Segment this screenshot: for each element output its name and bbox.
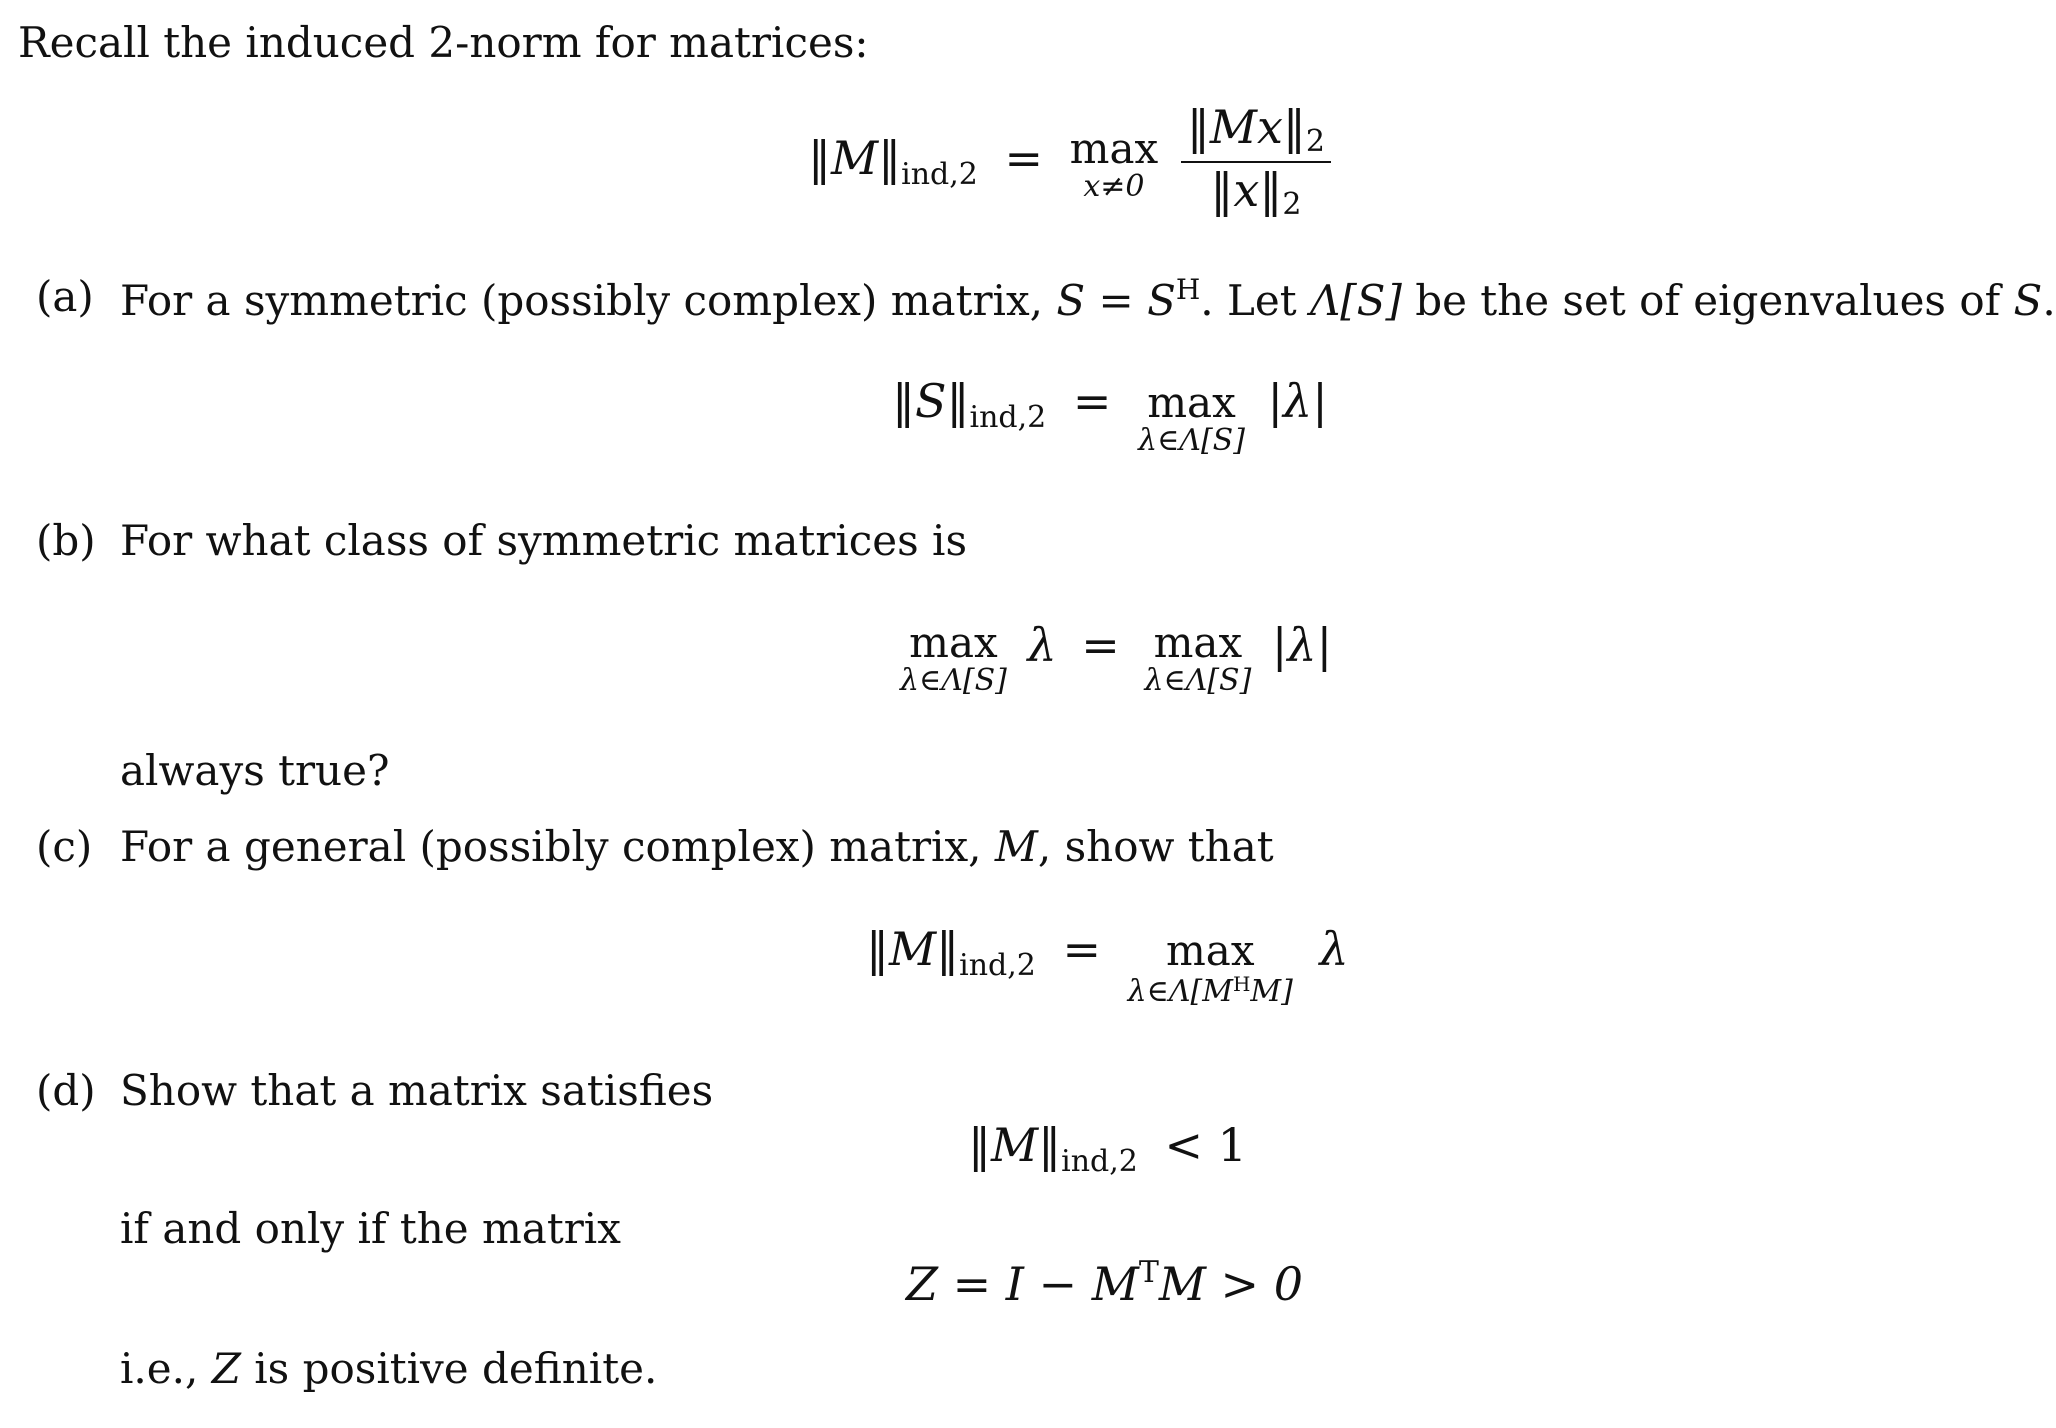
- b-max1-operator: [900, 618, 1007, 698]
- part-a-eq: =: [1098, 276, 1134, 325]
- def-lhs-sub: ind,2: [901, 156, 978, 192]
- b-eq-sign: =: [1081, 618, 1120, 672]
- b-term2: |λ|: [1271, 618, 1333, 672]
- c-eq-sign: =: [1062, 922, 1102, 976]
- b-term1: λ: [1027, 618, 1057, 672]
- part-c-text-1: For a general (possibly complex) matrix,: [120, 822, 982, 871]
- part-d-label: (d): [36, 1066, 96, 1115]
- c-max-under-1: λ∈Λ[M: [1127, 974, 1233, 1009]
- def-numerator-sub: 2: [1305, 124, 1325, 159]
- c-eq-lhs-sub: ind,2: [959, 948, 1036, 983]
- part-a-text-3: be the set of eigenvalues of: [1415, 276, 2001, 325]
- c-max-under-sup: H: [1232, 972, 1251, 996]
- part-a-text: [120, 273, 2056, 325]
- a-eq-sign: =: [1072, 374, 1112, 428]
- part-a-S-end: S: [2013, 276, 2043, 325]
- d-z-eq-2: M > 0: [1158, 1257, 1303, 1311]
- c-max: max: [1165, 926, 1255, 975]
- a-max: max: [1147, 378, 1236, 427]
- part-a-equation: [892, 374, 1328, 458]
- part-a-SH-base: S: [1147, 276, 1176, 325]
- part-b-label: (b): [36, 516, 96, 565]
- b-max2-under: λ∈Λ[S]: [1144, 663, 1252, 698]
- part-a-label: (a): [36, 272, 94, 321]
- part-a-S: S: [1056, 276, 1086, 325]
- part-a-lambda-set: Λ[S]: [1309, 276, 1402, 325]
- a-eq-lhs: ‖S‖: [892, 374, 970, 428]
- b-max1: max: [909, 618, 998, 667]
- def-max-operator: [1069, 124, 1159, 204]
- part-b-tail: always true?: [120, 746, 390, 795]
- part-a-SH-sup: H: [1175, 273, 1201, 306]
- definition-equation: [808, 100, 1331, 222]
- def-eq-sign: =: [1004, 130, 1044, 185]
- part-a-text-2: . Let: [1200, 276, 1297, 325]
- def-denominator: ‖x‖: [1210, 163, 1283, 217]
- a-eq-rhs: |λ|: [1267, 374, 1328, 428]
- d-z-eq-1: Z = I − M: [906, 1257, 1139, 1311]
- d-end-1: i.e.,: [120, 1344, 199, 1393]
- c-max-under: [1128, 974, 1293, 1007]
- a-max-operator: [1138, 378, 1245, 458]
- b-max2: max: [1153, 618, 1243, 667]
- part-d-text: Show that a matrix satisfies: [120, 1066, 714, 1115]
- part-b-text: For what class of symmetric matrices is: [120, 516, 968, 565]
- a-eq-lhs-sub: ind,2: [969, 400, 1047, 435]
- def-numerator: ‖Mx‖: [1186, 100, 1306, 154]
- part-d-mid: if and only if the matrix: [120, 1204, 621, 1253]
- part-d-inequality: [968, 1118, 1247, 1179]
- def-max-under: x≠0: [1083, 169, 1145, 204]
- d-end-2: is positive definite.: [254, 1344, 658, 1393]
- part-d-z-equation: [906, 1255, 1303, 1311]
- d-z-sup: T: [1138, 1255, 1159, 1290]
- def-max: max: [1069, 124, 1159, 173]
- def-lhs: ‖M‖: [808, 130, 902, 185]
- intro-text: Recall the induced 2-norm for matrices:: [18, 18, 869, 67]
- b-max1-under: λ∈Λ[S]: [900, 663, 1007, 698]
- part-c-label: (c): [36, 822, 93, 871]
- part-c-M: M: [994, 822, 1038, 871]
- c-max-under-2: M]: [1250, 974, 1293, 1009]
- part-b-equation: [900, 618, 1333, 698]
- d-ineq-lhs: ‖M‖: [968, 1118, 1062, 1172]
- d-end-Z: Z: [211, 1344, 241, 1393]
- part-a-text-1: For a symmetric (possibly complex) matrix,: [120, 276, 1044, 325]
- c-eq-lhs: ‖M‖: [866, 922, 960, 976]
- def-denominator-sub: 2: [1282, 187, 1302, 222]
- part-c-text: [120, 822, 1274, 871]
- c-max-operator: [1127, 926, 1293, 1009]
- a-max-under: λ∈Λ[S]: [1138, 423, 1245, 458]
- b-max2-operator: [1144, 618, 1252, 698]
- part-c-equation: [866, 922, 1349, 1009]
- part-c-text-2: , show that: [1037, 822, 1274, 871]
- part-d-end: [120, 1344, 658, 1393]
- d-ineq-rhs: < 1: [1164, 1118, 1247, 1172]
- c-eq-rhs: λ: [1319, 922, 1349, 976]
- part-a-period: .: [2042, 276, 2056, 325]
- d-ineq-sub: ind,2: [1061, 1144, 1138, 1179]
- def-fraction: [1181, 100, 1331, 222]
